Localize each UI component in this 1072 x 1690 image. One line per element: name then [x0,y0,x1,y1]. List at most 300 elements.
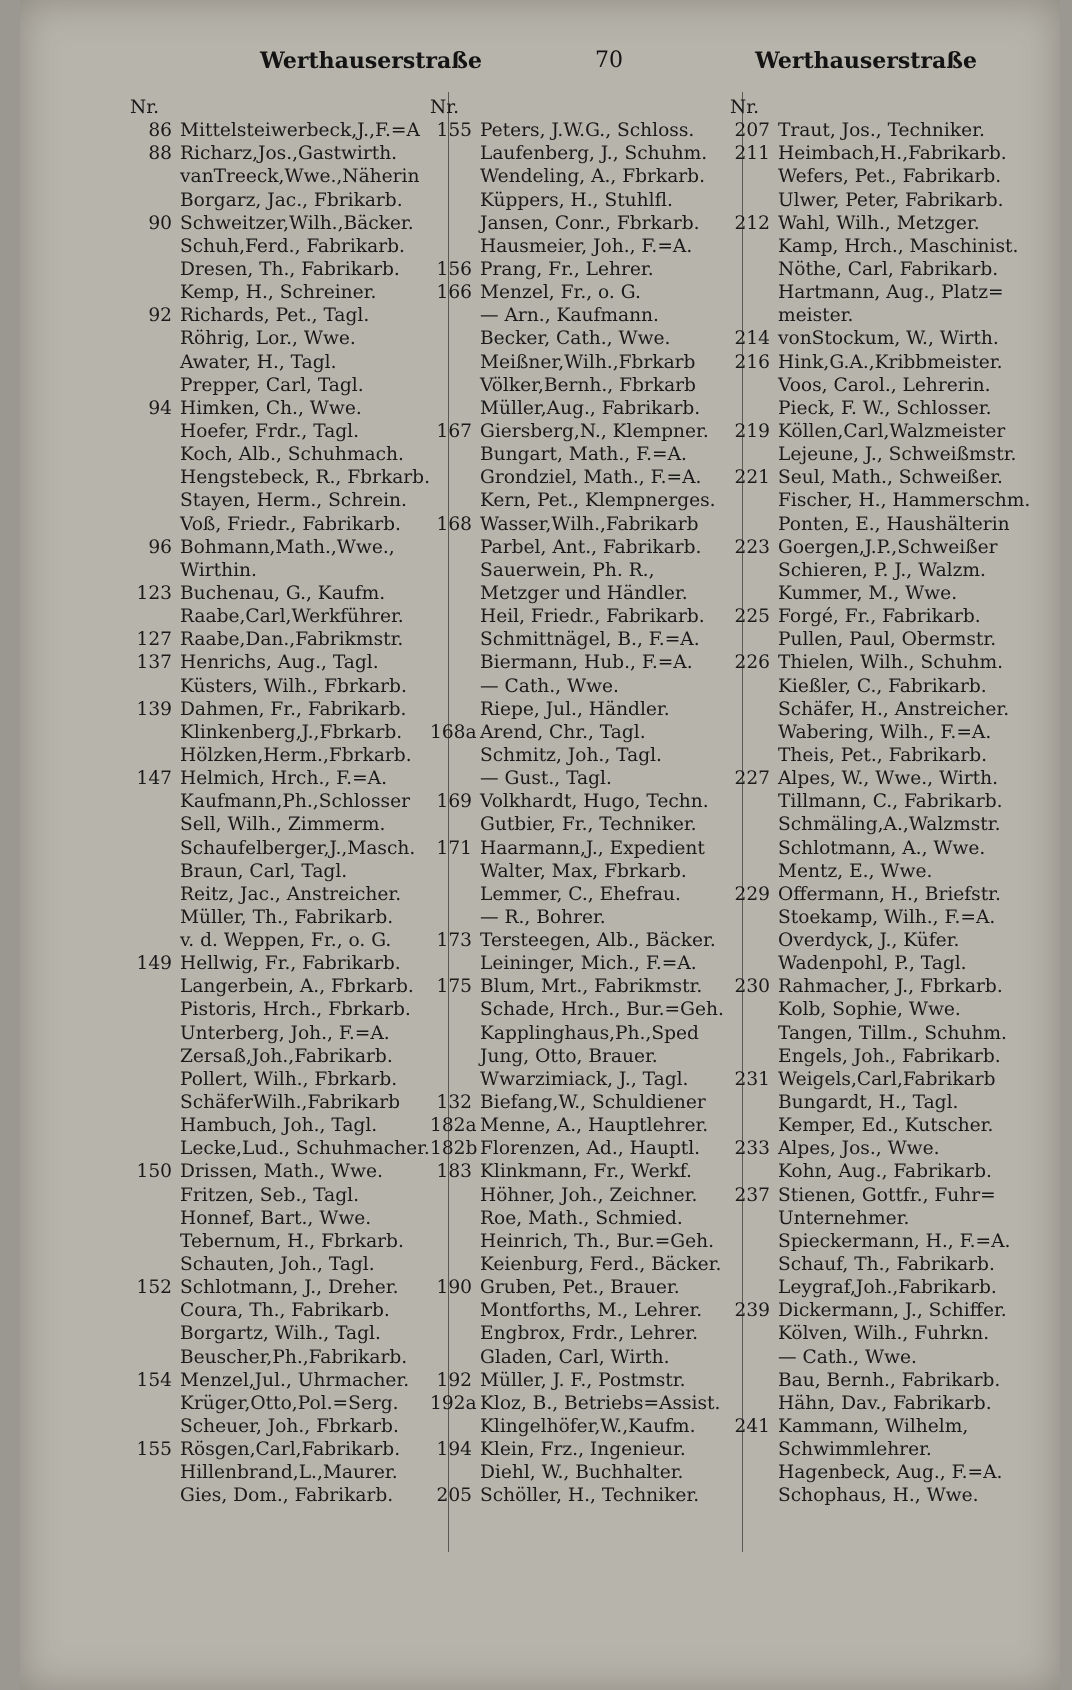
directory-entry [430,1346,720,1369]
house-number [130,1392,180,1415]
directory-entry [430,397,720,420]
resident-entry: Engels, Joh., Fabrikarb. [778,1045,1001,1067]
directory-entry [730,420,1060,443]
directory-entry [430,1322,720,1345]
resident-entry: Hoefer, Frdr., Tagl. [180,420,360,442]
directory-entry [430,975,720,998]
directory-entry [730,351,1060,374]
house-number: 149 [136,953,172,975]
directory-entry [730,767,1060,790]
directory-entry [730,142,1060,165]
resident-entry: Gruben, Pet., Brauer. [480,1277,680,1299]
directory-entry [130,837,440,860]
header-street-right: Werthauserstraße [755,48,977,74]
resident-entry: Florenzen, Ad., Hauptl. [480,1138,701,1160]
house-number [730,698,778,721]
resident-entry: — Gust., Tagl. [480,768,612,790]
directory-entry [430,327,720,350]
house-number [430,860,480,883]
resident-entry: Laufenberg, J., Schuhm. [480,143,708,165]
house-number: 229 [734,883,770,905]
directory-entry [730,1484,1060,1507]
directory-entry [430,582,720,605]
house-number [130,1068,180,1091]
resident-entry: Schmäling,A.,Walzmstr. [778,814,1001,836]
resident-entry: Offermann, H., Briefstr. [778,883,1001,905]
house-number [130,258,180,281]
house-number: 225 [734,606,770,628]
resident-entry: Lemmer, C., Ehefrau. [480,883,681,905]
resident-entry: Klein, Frz., Ingenieur. [480,1439,686,1461]
house-number: 132 [436,1092,472,1114]
resident-entry: Sauerwein, Ph. R., [480,559,655,581]
directory-entry [730,1322,1060,1345]
resident-entry: Wefers, Pet., Fabrikarb. [778,166,1002,188]
directory-entry [130,1091,440,1114]
resident-entry: Müller, J. F., Postmstr. [480,1369,686,1391]
directory-entry [730,1068,1060,1091]
resident-entry: Bungardt, H., Tagl. [778,1092,959,1114]
house-number: 182b [430,1138,478,1160]
directory-entry [730,1137,1060,1160]
directory-entry [430,119,720,142]
directory-entry [730,489,1060,512]
directory-page [20,0,1060,1690]
resident-entry: Biermann, Hub., F.=A. [480,652,693,674]
resident-entry: Heinrich, Th., Bur.=Geh. [480,1230,715,1252]
house-number: 171 [436,837,472,859]
directory-entry [730,443,1060,466]
directory-entry [730,189,1060,212]
house-number [130,605,180,628]
page-number: 70 [595,48,623,73]
directory-entry [430,744,720,767]
resident-entry: Jansen, Conr., Fbrkarb. [480,212,700,234]
resident-entry: Becker, Cath., Wwe. [480,328,671,350]
resident-entry: Unterberg, Joh., F.=A. [180,1022,390,1044]
resident-entry: Hölzken,Herm.,Fbrkarb. [180,744,412,766]
resident-entry: Müller,Aug., Fabrikarb. [480,397,701,419]
directory-entry [130,1207,440,1230]
house-number [430,813,480,836]
directory-entry [130,466,440,489]
resident-entry: Langerbein, A., Fbrkarb. [180,976,414,998]
resident-entry: Tebernum, H., Fbrkarb. [180,1230,404,1252]
house-number: 183 [436,1161,472,1183]
house-number [130,975,180,998]
house-number [730,281,778,304]
resident-entry: Klinkmann, Fr., Werkf. [480,1161,692,1183]
house-number [730,906,778,929]
resident-entry: — Cath., Wwe. [480,675,619,697]
house-number [430,351,480,374]
house-number [430,1022,480,1045]
directory-entry [730,165,1060,188]
resident-entry: Fritzen, Seb., Tagl. [180,1184,359,1206]
header-street-left: Werthauserstraße [260,48,482,74]
house-number [730,1045,778,1068]
resident-entry: Jung, Otto, Brauer. [480,1045,658,1067]
directory-entry [730,582,1060,605]
house-number [730,1484,778,1507]
house-number: 212 [734,212,770,234]
house-number: 216 [734,351,770,373]
resident-entry: Drissen, Math., Wwe. [180,1161,383,1183]
house-number [430,327,480,350]
house-number: 241 [734,1416,770,1438]
house-number [730,837,778,860]
house-number: 155 [136,1439,172,1461]
house-number [430,605,480,628]
directory-entry [430,466,720,489]
resident-entry: Hengstebeck, R., Fbrkarb. [180,467,430,489]
directory-entry [130,559,440,582]
resident-entry: Schwimmlehrer. [778,1439,932,1461]
resident-entry: — Cath., Wwe. [778,1346,917,1368]
house-number: 239 [734,1300,770,1322]
column-header-label: Nr. [430,97,460,118]
resident-entry: Traut, Jos., Techniker. [778,120,985,142]
house-number [430,651,480,674]
house-number: 173 [436,930,472,952]
resident-entry: Kern, Pet., Klempnerges. [480,490,716,512]
resident-entry: Schöller, H., Techniker. [480,1485,700,1507]
directory-entry [130,1346,440,1369]
resident-entry: Kloz, B., Betriebs=Assist. [480,1392,721,1414]
directory-entry [730,513,1060,536]
directory-entry [730,1253,1060,1276]
directory-entry [130,489,440,512]
directory-entry [130,1369,440,1392]
house-number: 96 [148,536,172,558]
resident-entry: Kemp, H., Schreiner. [180,282,377,304]
directory-entry [430,235,720,258]
resident-entry: Thielen, Wilh., Schuhm. [778,652,1004,674]
house-number [130,235,180,258]
house-number: 152 [136,1277,172,1299]
house-number [730,1461,778,1484]
resident-entry: Keienburg, Ferd., Bäcker. [480,1254,722,1276]
directory-entry [430,489,720,512]
directory-entry [430,1461,720,1484]
resident-entry: Biefang,W., Schuldiener [480,1092,706,1114]
house-number: 223 [734,536,770,558]
house-number [130,837,180,860]
resident-entry: Prepper, Carl, Tagl. [180,374,364,396]
resident-entry: Pieck, F. W., Schlosser. [778,397,992,419]
resident-entry: Raabe,Carl,Werkführer. [180,606,404,628]
directory-entry [430,1230,720,1253]
house-number [130,1091,180,1114]
house-number: 137 [136,652,172,674]
directory-entry [130,582,440,605]
resident-entry: Tangen, Tillm., Schuhm. [778,1022,1007,1044]
resident-entry: Henrichs, Aug., Tagl. [180,652,379,674]
directory-entry [430,721,720,744]
resident-entry: Gies, Dom., Fabrikarb. [180,1485,394,1507]
house-number [730,813,778,836]
house-number: 168 [436,513,472,535]
directory-entry [430,1484,720,1507]
house-number: 230 [734,976,770,998]
house-number [130,1253,180,1276]
house-number [130,351,180,374]
resident-entry: Stoekamp, Wilh., F.=A. [778,906,996,928]
directory-entry [130,813,440,836]
resident-entry: Lecke,Lud., Schuhmacher. [180,1138,430,1160]
resident-entry: Volkhardt, Hugo, Techn. [480,791,709,813]
directory-entry [430,1207,720,1230]
resident-entry: Montforths, M., Lehrer. [480,1300,703,1322]
house-number: 207 [734,120,770,142]
house-number [430,165,480,188]
house-number [430,489,480,512]
resident-entry: Himken, Ch., Wwe. [180,397,362,419]
resident-entry: Walter, Max, Fbrkarb. [480,860,687,882]
house-number [430,1299,480,1322]
house-number [130,327,180,350]
directory-entry [130,651,440,674]
directory-entry [430,628,720,651]
directory-entry [430,1045,720,1068]
house-number: 168a [430,721,477,743]
house-number: 227 [734,768,770,790]
resident-entry: Alpes, W., Wwe., Wirth. [778,768,998,790]
directory-entry [430,1438,720,1461]
resident-entry: meister. [778,305,854,327]
directory-entry [430,883,720,906]
resident-entry: v. d. Weppen, Fr., o. G. [180,930,392,952]
directory-entry [130,1114,440,1137]
house-number [730,559,778,582]
directory-entry [730,929,1060,952]
resident-entry: SchäferWilh.,Fabrikarb [180,1092,401,1114]
house-number [730,744,778,767]
column-header-label: Nr. [730,97,760,118]
directory-entry [430,513,720,536]
resident-entry: Schmitz, Joh., Tagl. [480,744,662,766]
resident-entry: Borgarz, Jac., Fbrikarb. [180,189,403,211]
resident-entry: vonStockum, W., Wirth. [778,328,999,350]
resident-entry: Lejeune, J., Schweißmstr. [778,444,1017,466]
directory-entry [730,1415,1060,1438]
house-number: 90 [148,212,172,234]
directory-entry [430,1415,720,1438]
directory-entry [130,906,440,929]
house-number: 86 [148,120,172,142]
resident-entry: Wendeling, A., Fbrkarb. [480,166,705,188]
house-number [130,165,180,188]
resident-entry: Hillenbrand,L.,Maurer. [180,1462,398,1484]
house-number [430,952,480,975]
directory-entry [730,813,1060,836]
resident-entry: Hähn, Dav., Fabrikarb. [778,1392,992,1414]
directory-entry [730,698,1060,721]
directory-entry [130,1299,440,1322]
resident-entry: Dahmen, Fr., Fabrikarb. [180,698,407,720]
directory-entry [430,420,720,443]
house-number [130,675,180,698]
resident-entry: Schauten, Joh., Tagl. [180,1254,375,1276]
directory-entry [730,883,1060,906]
house-number: 154 [136,1369,172,1391]
house-number [730,860,778,883]
directory-entry [130,536,440,559]
house-number [730,1022,778,1045]
house-number [130,1045,180,1068]
directory-entry [730,790,1060,813]
house-number [430,1045,480,1068]
resident-entry: Schuh,Ferd., Fabrikarb. [180,235,405,257]
directory-entry [130,1045,440,1068]
house-number [730,1346,778,1369]
directory-entry [730,651,1060,674]
resident-entry: Buchenau, G., Kaufm. [180,582,386,604]
resident-entry: Bohmann,Math.,Wwe., [180,536,395,558]
house-number [430,883,480,906]
directory-entry [130,1461,440,1484]
directory-entry [430,1160,720,1183]
column-2 [430,96,724,1508]
directory-entry [130,1322,440,1345]
house-number [730,374,778,397]
resident-entry: Kohn, Aug., Fabrikarb. [778,1161,992,1183]
resident-entry: Gutbier, Fr., Techniker. [480,814,697,836]
directory-entry [130,744,440,767]
house-number [730,998,778,1021]
house-number [430,235,480,258]
directory-entry [130,119,440,142]
directory-entry [730,1045,1060,1068]
house-number [730,1114,778,1137]
resident-entry: Peters, J.W.G., Schloss. [480,120,695,142]
resident-entry: Küsters, Wilh., Fbrkarb. [180,675,407,697]
resident-entry: Helmich, Hrch., F.=A. [180,768,388,790]
house-number: 233 [734,1138,770,1160]
house-number [430,189,480,212]
directory-entry [730,744,1060,767]
directory-entry [730,675,1060,698]
resident-entry: Klinkenberg,J.,Fbrkarb. [180,721,403,743]
house-number [430,374,480,397]
resident-entry: Kölven, Wilh., Fuhrkn. [778,1323,990,1345]
directory-entry [130,998,440,1021]
page-header [50,48,1040,88]
resident-entry: Stienen, Gottfr., Fuhr= [778,1184,996,1206]
resident-entry: Zersaß,Joh.,Fabrikarb. [180,1045,393,1067]
house-number [430,397,480,420]
resident-entry: Alpes, Jos., Wwe. [778,1138,940,1160]
house-number: 169 [436,791,472,813]
directory-entry [130,628,440,651]
house-number [730,1369,778,1392]
directory-entry [730,721,1060,744]
house-number: 194 [436,1439,472,1461]
resident-entry: Engbrox, Frdr., Lehrer. [480,1323,698,1345]
directory-entry [730,952,1060,975]
directory-entry [130,1068,440,1091]
house-number: 92 [148,305,172,327]
directory-entry [130,1415,440,1438]
resident-entry: Wadenpohl, P., Tagl. [778,953,967,975]
resident-entry: Völker,Bernh., Fbrkarb [480,374,696,396]
house-number [130,374,180,397]
resident-entry: Arend, Chr., Tagl. [480,721,646,743]
column-header [130,96,440,119]
directory-entry [730,304,1060,327]
directory-entry [130,1184,440,1207]
directory-entry [130,281,440,304]
resident-entry: Mittelsteiwerbeck,J.,F.=A [180,120,420,142]
directory-entry [730,975,1060,998]
directory-entry [730,1022,1060,1045]
house-number: 175 [436,976,472,998]
directory-entry [430,860,720,883]
directory-entry [430,281,720,304]
resident-entry: Höhner, Joh., Zeichner. [480,1184,698,1206]
directory-entry [730,1184,1060,1207]
house-number: 88 [148,143,172,165]
resident-entry: — R., Bohrer. [480,906,606,928]
resident-entry: Raabe,Dan.,Fabrikmstr. [180,629,404,651]
house-number [130,489,180,512]
directory-entry [430,813,720,836]
house-number [730,235,778,258]
directory-entry [130,1230,440,1253]
resident-entry: Richarz,Jos.,Gastwirth. [180,143,398,165]
resident-entry: Schauf, Th., Fabrikarb. [778,1254,995,1276]
resident-entry: Borgartz, Wilh., Tagl. [180,1323,381,1345]
directory-entry [730,1438,1060,1461]
directory-entry [130,327,440,350]
directory-entry [430,906,720,929]
house-number: 219 [734,420,770,442]
directory-entry [430,698,720,721]
directory-entry [130,1484,440,1507]
resident-entry: Ponten, E., Haushälterin [778,513,1010,535]
house-number [730,1091,778,1114]
house-number [730,1438,778,1461]
resident-entry: Kummer, M., Wwe. [778,582,958,604]
house-number [730,1253,778,1276]
resident-entry: Theis, Pet., Fabrikarb. [778,744,988,766]
house-number: 156 [436,258,472,280]
directory-entry [130,767,440,790]
house-number: 166 [436,282,472,304]
house-number [430,536,480,559]
resident-entry: Kaufmann,Ph.,Schlosser [180,791,410,813]
house-number: 226 [734,652,770,674]
directory-entry [130,1022,440,1045]
directory-entry [130,443,440,466]
resident-entry: Kießler, C., Fabrikarb. [778,675,987,697]
directory-entry [730,1207,1060,1230]
house-number [430,582,480,605]
resident-entry: Koch, Alb., Schuhmach. [180,444,404,466]
resident-entry: Diehl, W., Buchhalter. [480,1462,684,1484]
resident-entry: Coura, Th., Fabrikarb. [180,1300,390,1322]
house-number [730,304,778,327]
directory-entry [430,675,720,698]
directory-entry [130,883,440,906]
resident-entry: Kemper, Ed., Kutscher. [778,1115,994,1137]
directory-entry [730,998,1060,1021]
house-number [430,1253,480,1276]
directory-entry [130,1392,440,1415]
resident-entry: Rösgen,Carl,Fabrikarb. [180,1439,401,1461]
house-number: 231 [734,1068,770,1090]
directory-entry [130,304,440,327]
